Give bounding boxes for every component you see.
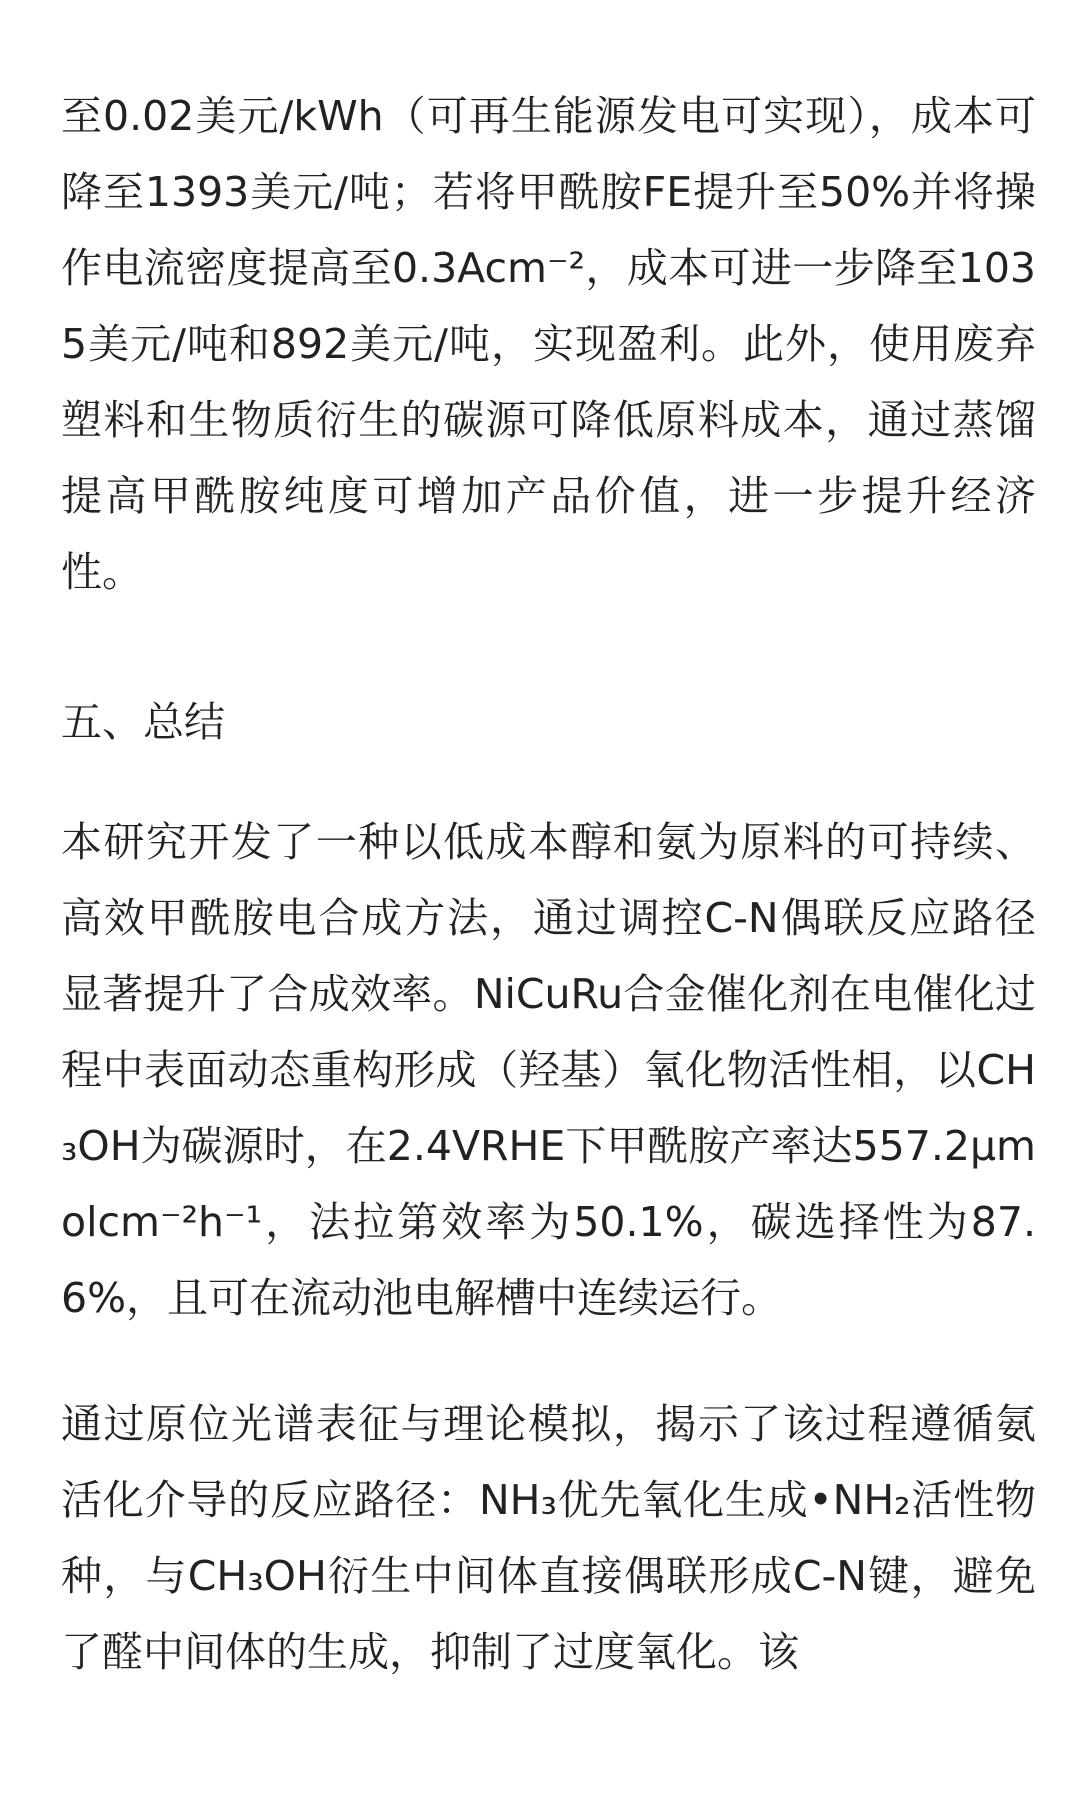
summary-paragraph: 本研究开发了一种以低成本醇和氨为原料的可持续、高效甲酰胺电合成方法，通过调控C-N偶联反应路径显著提升了合成效率。NiCuRu合金催化剂在电催化过程中表面动态重构形成（羟基）氧化物活性相，以CH₃OH为碳源时，在2.4VRHE下甲酰胺产率达557.2μmolcm⁻²h⁻¹，法拉第效率为50.1%，碳选择性为87.6%，且可在流动池电解槽中连续运行。 (61, 818, 1036, 1322)
paragraph-spacer (61, 760, 1036, 804)
paragraph-spacer (61, 1336, 1036, 1386)
paragraph-spacer (61, 610, 1036, 684)
mechanism-paragraph: 通过原位光谱表征与理论模拟，揭示了该过程遵循氨活化介导的反应路径：NH₃优先氧化生成•NH₂活性物种，与CH₃OH衍生中间体直接偶联形成C-N键，避免了醛中间体的生成，抑制了过度氧化。该 (61, 1400, 1036, 1676)
section-heading-summary: 五、总结 (61, 698, 225, 746)
article-body (61, 78, 1036, 1690)
economics-paragraph: 至0.02美元/kWh（可再生能源发电可实现），成本可降至1393美元/吨；若将甲酰胺FE提升至50%并将操作电流密度提高至0.3Acm⁻²，成本可进一步降至1035美元/吨和892美元/吨，实现盈利。此外，使用废弃塑料和生物质衍生的碳源可降低原料成本，通过蒸馏提高甲酰胺纯度可增加产品价值，进一步提升经济性。 (61, 92, 1036, 596)
